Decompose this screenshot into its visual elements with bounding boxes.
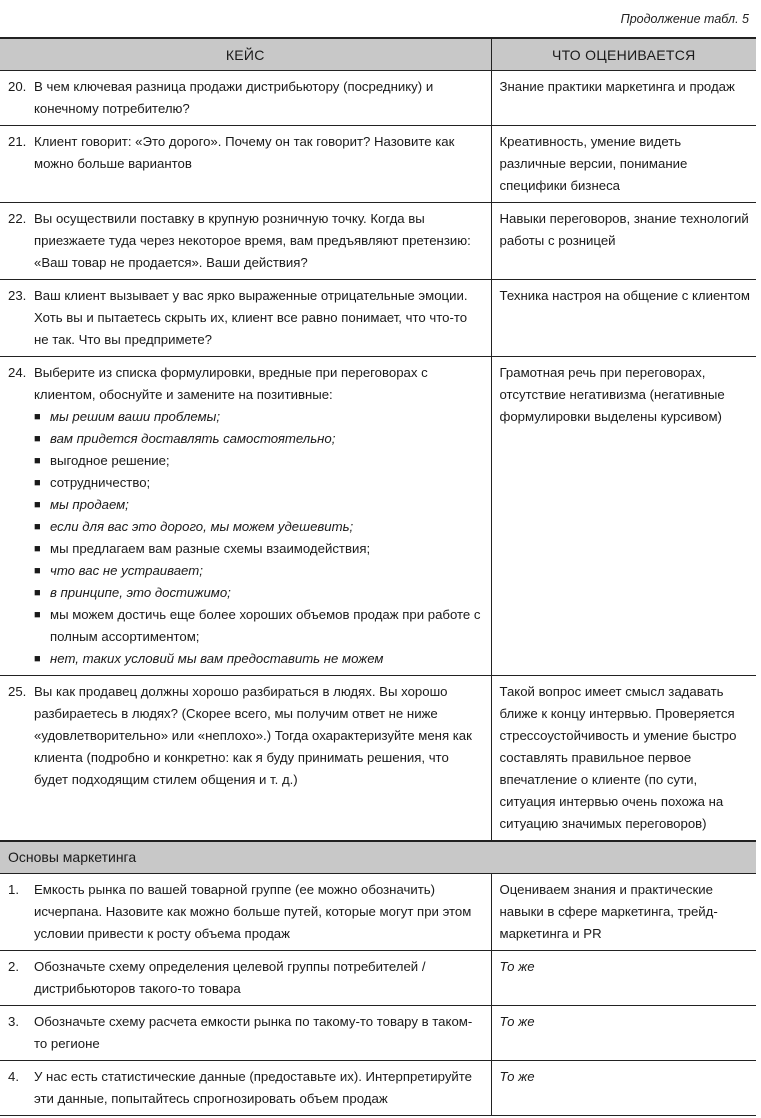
question-cell bbox=[0, 280, 491, 357]
assessment-cell: То же bbox=[491, 951, 756, 1006]
question-cell bbox=[0, 357, 491, 676]
list-item: ■ мы решим ваши проблемы; bbox=[34, 406, 485, 428]
bullet-icon: ■ bbox=[34, 499, 41, 511]
cases-table bbox=[0, 37, 756, 1116]
assessment-cell: То же bbox=[491, 1061, 756, 1116]
bullet-icon: ■ bbox=[34, 411, 41, 423]
phrase-list bbox=[34, 406, 485, 670]
bullet-icon: ■ bbox=[34, 455, 41, 467]
table-caption: Продолжение табл. 5 bbox=[620, 12, 749, 26]
question-text: Обозначьте схему расчета емкости рынка по такому-то товару в таком-то регионе bbox=[34, 1014, 473, 1051]
question-text: Клиент говорит: «Это дорого». Почему он так говорит? Назовите как можно больше вариантов bbox=[34, 134, 455, 171]
question-text: Вы как продавец должны хорошо разбираться в людях. Вы хорошо разбираетесь в людях? (Скорее всего, мы получим ответ не ниже «удовлетворительно» или «неплохо».) Тогда охарактеризуйте меня как клиента (подробно и конкретно: как я буду принимать решения, что будет подходящим стилем общения и т. д.) bbox=[34, 684, 472, 787]
table-row bbox=[0, 126, 756, 203]
row-number: 20. bbox=[8, 79, 27, 94]
header-what: ЧТО ОЦЕНИВАЕТСЯ bbox=[491, 38, 756, 71]
row-number: 2. bbox=[8, 959, 19, 974]
section-row bbox=[0, 841, 756, 874]
bullet-icon: ■ bbox=[34, 609, 41, 621]
question-text: Ваш клиент вызывает у вас ярко выраженные отрицательные эмоции. Хоть вы и пытаетесь скрыть их, клиент все равно понимает, что что-то не так. Что вы предпримете? bbox=[34, 288, 468, 347]
table-row bbox=[0, 1006, 756, 1061]
section-title: Основы маркетинга bbox=[0, 841, 756, 874]
table-row bbox=[0, 676, 756, 842]
table-row bbox=[0, 280, 756, 357]
bullet-icon: ■ bbox=[34, 521, 41, 533]
bullet-icon: ■ bbox=[34, 477, 41, 489]
list-item: ■ мы можем достичь еще более хороших объемов продаж при работе с полным ассортиментом; bbox=[34, 604, 485, 648]
question-cell bbox=[0, 126, 491, 203]
row-number: 23. bbox=[8, 288, 27, 303]
question-cell bbox=[0, 874, 491, 951]
table-row bbox=[0, 357, 756, 676]
question-text: Емкость рынка по вашей товарной группе (ее можно обозначить) исчерпана. Назовите как можно больше путей, которые могут при этом условии привести к росту объема продаж bbox=[34, 882, 472, 941]
list-item: ■ сотрудничество; bbox=[34, 472, 485, 494]
question-text: Обозначьте схему определения целевой группы потребителей / дистрибьюторов такого-то товара bbox=[34, 959, 426, 996]
assessment-cell: Грамотная речь при переговорах, отсутствие негативизма (негативные формулировки выделены курсивом) bbox=[491, 357, 756, 676]
question-cell bbox=[0, 676, 491, 842]
table-header-row bbox=[0, 38, 756, 71]
bullet-icon: ■ bbox=[34, 587, 41, 599]
assessment-cell: Знание практики маркетинга и продаж bbox=[491, 71, 756, 126]
list-item: ■ если для вас это дорого, мы можем удешевить; bbox=[34, 516, 485, 538]
assessment-cell: Техника настроя на общение с клиентом bbox=[491, 280, 756, 357]
row-number: 25. bbox=[8, 684, 27, 699]
assessment-cell: То же bbox=[491, 1006, 756, 1061]
list-item: ■ выгодное решение; bbox=[34, 450, 485, 472]
question-cell bbox=[0, 1006, 491, 1061]
list-item: ■ что вас не устраивает; bbox=[34, 560, 485, 582]
list-item: ■ нет, таких условий мы вам предоставить не можем bbox=[34, 648, 485, 670]
row-number: 21. bbox=[8, 134, 27, 149]
question-text: Вы осуществили поставку в крупную розничную точку. Когда вы приезжаете туда через некоторое время, вам предъявляют претензию: «Ваш товар не продается». Ваши действия? bbox=[34, 211, 471, 270]
row-number: 24. bbox=[8, 365, 27, 380]
list-item: ■ мы предлагаем вам разные схемы взаимодействия; bbox=[34, 538, 485, 560]
table-row bbox=[0, 874, 756, 951]
assessment-cell: Креативность, умение видеть различные версии, понимание специфики бизнеса bbox=[491, 126, 756, 203]
list-item: ■ в принципе, это достижимо; bbox=[34, 582, 485, 604]
assessment-cell: Оцениваем знания и практические навыки в сфере маркетинга, трейд-маркетинга и PR bbox=[491, 874, 756, 951]
table-row bbox=[0, 1061, 756, 1116]
question-text: В чем ключевая разница продажи дистрибьютору (посреднику) и конечному потребителю? bbox=[34, 79, 434, 116]
bullet-icon: ■ bbox=[34, 653, 41, 665]
header-case: КЕЙС bbox=[0, 38, 491, 71]
question-cell bbox=[0, 71, 491, 126]
table-row bbox=[0, 951, 756, 1006]
question-text: Выберите из списка формулировки, вредные при переговорах с клиентом, обоснуйте и замените на позитивные: bbox=[34, 365, 428, 402]
question-cell bbox=[0, 203, 491, 280]
row-number: 22. bbox=[8, 211, 27, 226]
question-cell bbox=[0, 951, 491, 1006]
row-number: 4. bbox=[8, 1069, 19, 1084]
list-item: ■ мы продаем; bbox=[34, 494, 485, 516]
question-text: У нас есть статистические данные (предоставьте их). Интерпретируйте эти данные, попытайтесь спрогнозировать объем продаж bbox=[34, 1069, 473, 1106]
row-number: 3. bbox=[8, 1014, 19, 1029]
question-cell bbox=[0, 1061, 491, 1116]
table-row bbox=[0, 71, 756, 126]
list-item: ■ вам придется доставлять самостоятельно; bbox=[34, 428, 485, 450]
assessment-cell: Такой вопрос имеет смысл задавать ближе к концу интервью. Проверяется стрессоустойчивость и умение быстро составлять правильное первое впечатление о клиенте (по сути, ситуация интервью очень похожа на ситуацию значимых переговоров) bbox=[491, 676, 756, 842]
bullet-icon: ■ bbox=[34, 433, 41, 445]
assessment-cell: Навыки переговоров, знание технологий работы с розницей bbox=[491, 203, 756, 280]
bullet-icon: ■ bbox=[34, 543, 41, 555]
table-row bbox=[0, 203, 756, 280]
row-number: 1. bbox=[8, 882, 19, 897]
bullet-icon: ■ bbox=[34, 565, 41, 577]
